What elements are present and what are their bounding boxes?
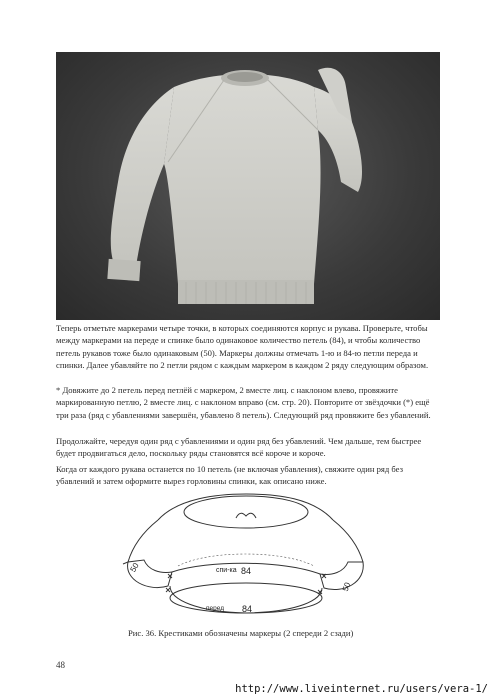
left-sleeve-count: 50 xyxy=(128,561,141,574)
front-count: 84 xyxy=(242,604,253,614)
back-count: 84 xyxy=(241,566,252,576)
sweater-photo xyxy=(56,52,440,320)
paragraph-continue: Продолжайте, чередуя один ряд с убавлениями и один ряд без убавлений. Чем дальше, тем быстрее будет продвигаться дело, поскольку ряды становятся всё короче и короче. xyxy=(56,436,422,459)
right-sleeve-count: 50 xyxy=(340,581,353,593)
marker-crosses xyxy=(166,574,326,594)
paragraph-markers: Теперь отметьте маркерами четыре точки, в которых соединяются корпус и рукава. Проверьте, чтобы между маркерами на переде и спинке было одинаковое количество петель (84), и чтобы количество петель рукавов тоже было одинаковым (50). Маркеры должны отмечать 1-ю и 84-ю петли переда и спинки. Далее убавляйте по 2 петли рядом с каждым маркером в каждом 2 ряду следующим образом. xyxy=(56,323,429,370)
front-label: перед xyxy=(206,605,225,612)
paragraph-decrease-row: * Довяжите до 2 петель перед петлёй с маркером, 2 вместе лиц. с наклоном влево, провяжите маркированную петлю, 2 вместе лиц. с наклоном вправо (см. стр. 20). Повторите от звёздочки (*) ещё три раза (ряд с убавлениями завершён, убавлено 8 петель). Следующий ряд провяжите без убавлений. xyxy=(56,385,431,420)
page-number: 48 xyxy=(56,660,65,670)
neck-opening xyxy=(184,496,308,528)
paragraph-sleeve-finish: Когда от каждого рукава останется по 10 петель (не включая убавления), свяжите один ряд без убавлений и затем оформите вырез горловины спинки, как описано ниже. xyxy=(56,464,403,487)
figure-caption: Рис. 36. Крестиками обозначены маркеры (2 спереди 2 сзади) xyxy=(128,628,354,638)
yoke-diagram xyxy=(108,490,383,620)
source-watermark: http://www.liveinternet.ru/users/vera-1/ xyxy=(235,683,488,695)
back-label: спи-ка xyxy=(216,567,237,574)
